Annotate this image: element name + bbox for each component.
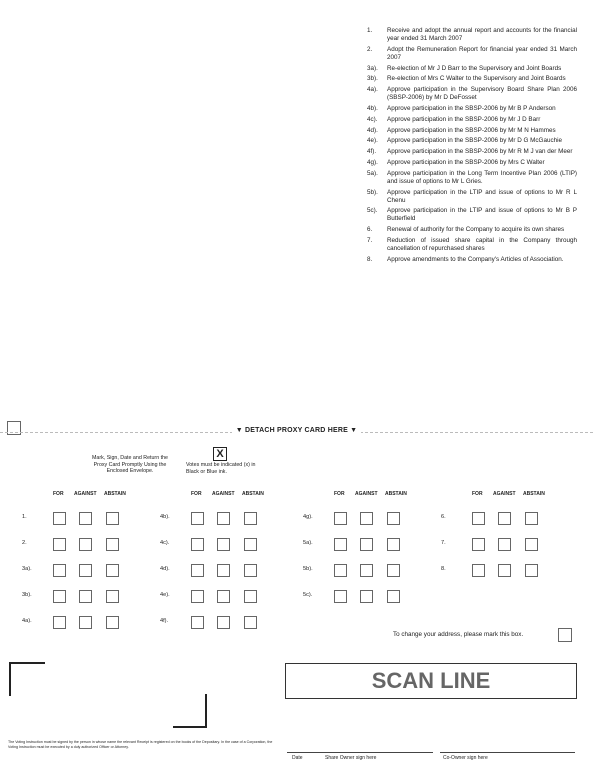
vote-checkbox-for[interactable] bbox=[53, 512, 66, 525]
votes-instruction: Votes must be indicated (x) in Black or Blue ink. bbox=[186, 462, 256, 475]
vote-checkbox-abstain[interactable] bbox=[106, 590, 119, 603]
resolution-text: Approve participation in the SBSP-2006 by Mrs C Walter bbox=[387, 158, 545, 166]
vote-checkbox-against[interactable] bbox=[79, 512, 92, 525]
vote-checkbox-against[interactable] bbox=[498, 538, 511, 551]
resolution-text: Approve participation in the Long Term Incentive Plan 2006 (LTIP) and issue of options to Mr L Gries. bbox=[387, 169, 577, 185]
vote-checkbox-for[interactable] bbox=[334, 512, 347, 525]
resolution-text: Approve amendments to the Company's Articles of Association. bbox=[387, 255, 564, 263]
vote-checkbox-for[interactable] bbox=[53, 564, 66, 577]
resolution-number: 4c). bbox=[367, 115, 378, 123]
resolution-number: 7. bbox=[367, 236, 373, 244]
vote-row-label: 5b). bbox=[303, 566, 313, 572]
resolution-item bbox=[367, 189, 577, 205]
date-label: Date bbox=[292, 755, 303, 761]
column-header-for: FOR bbox=[472, 491, 483, 497]
resolution-text: Approve participation in the LTIP and issue of options to Mr B P Butterfield bbox=[387, 207, 577, 223]
resolution-item bbox=[367, 46, 577, 62]
vote-checkbox-abstain[interactable] bbox=[525, 512, 538, 525]
column-header-against: AGAINST bbox=[355, 491, 378, 497]
resolutions-list bbox=[367, 27, 577, 267]
resolution-item bbox=[367, 226, 577, 234]
vote-checkbox-against[interactable] bbox=[498, 564, 511, 577]
column-header-for: FOR bbox=[53, 491, 64, 497]
resolution-item bbox=[367, 137, 577, 145]
co-owner-sign-label: Co-Owner sign here bbox=[443, 755, 488, 761]
vote-row-label: 6. bbox=[441, 514, 446, 520]
resolution-number: 4d). bbox=[367, 126, 378, 134]
column-header-against: AGAINST bbox=[493, 491, 516, 497]
resolution-number: 4g). bbox=[367, 158, 378, 166]
resolution-number: 5b). bbox=[367, 188, 378, 196]
vote-checkbox-abstain[interactable] bbox=[244, 538, 257, 551]
vote-checkbox-for[interactable] bbox=[53, 616, 66, 629]
vote-checkbox-for[interactable] bbox=[334, 590, 347, 603]
resolution-text: Approve participation in the Supervisory Board Share Plan 2006 (SBSP-2006) by Mr D DeFosset bbox=[387, 86, 577, 102]
resolution-item bbox=[367, 170, 577, 186]
resolution-item bbox=[367, 207, 577, 223]
resolution-text: Approve participation in the LTIP and issue of options to Mr R L Chenu bbox=[387, 188, 577, 204]
resolution-text: Approve participation in the SBSP-2006 by Mr B P Anderson bbox=[387, 104, 556, 112]
resolution-item bbox=[367, 27, 577, 43]
co-owner-signature-line[interactable] bbox=[440, 752, 575, 753]
registration-corner-top-left bbox=[9, 662, 45, 696]
resolution-text: Renewal of authority for the Company to acquire its own shares bbox=[387, 226, 565, 234]
vote-checkbox-against[interactable] bbox=[360, 512, 373, 525]
vote-checkbox-abstain[interactable] bbox=[525, 564, 538, 577]
resolution-number: 3b). bbox=[367, 75, 378, 83]
vote-checkbox-abstain[interactable] bbox=[244, 616, 257, 629]
vote-row-label: 4f). bbox=[160, 618, 169, 624]
column-header-for: FOR bbox=[191, 491, 202, 497]
vote-checkbox-abstain[interactable] bbox=[387, 590, 400, 603]
vote-checkbox-against[interactable] bbox=[217, 512, 230, 525]
resolution-item bbox=[367, 148, 577, 156]
vote-checkbox-abstain[interactable] bbox=[387, 512, 400, 525]
vote-checkbox-for[interactable] bbox=[53, 538, 66, 551]
vote-checkbox-against[interactable] bbox=[217, 616, 230, 629]
resolution-number: 2. bbox=[367, 45, 373, 53]
resolution-text: Reduction of issued share capital in the Company through cancellation of repurchased shares bbox=[387, 236, 577, 252]
column-header-against: AGAINST bbox=[212, 491, 235, 497]
resolution-number: 4a). bbox=[367, 86, 378, 94]
vote-checkbox-for[interactable] bbox=[334, 538, 347, 551]
resolution-number: 6. bbox=[367, 226, 373, 234]
resolution-number: 4e). bbox=[367, 137, 378, 145]
vote-checkbox-abstain[interactable] bbox=[244, 512, 257, 525]
resolution-item bbox=[367, 86, 577, 102]
vote-checkbox-for[interactable] bbox=[334, 564, 347, 577]
vote-checkbox-abstain[interactable] bbox=[106, 564, 119, 577]
vote-checkbox-abstain[interactable] bbox=[106, 616, 119, 629]
vote-checkbox-abstain[interactable] bbox=[106, 538, 119, 551]
resolution-text: Approve participation in the SBSP-2006 by Mr D G McGauchie bbox=[387, 137, 562, 145]
vote-checkbox-against[interactable] bbox=[217, 538, 230, 551]
vote-checkbox-for[interactable] bbox=[191, 512, 204, 525]
vote-checkbox-for[interactable] bbox=[472, 564, 485, 577]
column-header-against: AGAINST bbox=[74, 491, 97, 497]
resolution-item bbox=[367, 127, 577, 135]
resolution-item bbox=[367, 105, 577, 113]
vote-row-label: 5a). bbox=[303, 540, 313, 546]
resolution-number: 1. bbox=[367, 27, 373, 34]
vote-row-label: 8. bbox=[441, 566, 446, 572]
resolution-number: 3a). bbox=[367, 64, 378, 72]
column-header-abstain: ABSTAIN bbox=[242, 491, 264, 497]
resolution-number: 4b). bbox=[367, 104, 378, 112]
detach-text: ▼ DETACH PROXY CARD HERE ▼ bbox=[232, 427, 361, 434]
vote-row-label: 2. bbox=[22, 540, 27, 546]
vote-checkbox-abstain[interactable] bbox=[525, 538, 538, 551]
owner-signature-line[interactable] bbox=[287, 752, 433, 753]
resolution-number: 4f). bbox=[367, 148, 377, 156]
resolution-number: 8. bbox=[367, 255, 373, 263]
vote-checkbox-for[interactable] bbox=[191, 564, 204, 577]
registration-corner-bottom-right bbox=[173, 694, 207, 728]
resolution-item bbox=[367, 65, 577, 73]
vote-checkbox-abstain[interactable] bbox=[244, 590, 257, 603]
vote-checkbox-against[interactable] bbox=[360, 590, 373, 603]
resolution-text: Re-election of Mr J D Barr to the Supervisory and Joint Boards bbox=[387, 64, 562, 72]
vote-row-label: 4a). bbox=[22, 618, 32, 624]
vote-row-label: 4g). bbox=[303, 514, 313, 520]
vote-row-label: 1. bbox=[22, 514, 27, 520]
vote-checkbox-abstain[interactable] bbox=[387, 564, 400, 577]
column-header-abstain: ABSTAIN bbox=[523, 491, 545, 497]
column-header-abstain: ABSTAIN bbox=[104, 491, 126, 497]
vote-row-label: 3b). bbox=[22, 592, 32, 598]
resolution-item bbox=[367, 159, 577, 167]
vote-checkbox-against[interactable] bbox=[79, 564, 92, 577]
vote-row-label: 4c). bbox=[160, 540, 170, 546]
resolution-text: Receive and adopt the annual report and accounts for the financial year ended 31 March 2007 bbox=[387, 27, 577, 42]
resolution-text: Re-election of Mrs C Walter to the Supervisory and Joint Boards bbox=[387, 75, 566, 83]
vote-checkbox-against[interactable] bbox=[217, 564, 230, 577]
vote-checkbox-against[interactable] bbox=[79, 590, 92, 603]
vote-checkbox-abstain[interactable] bbox=[244, 564, 257, 577]
resolution-item bbox=[367, 116, 577, 124]
vote-checkbox-for[interactable] bbox=[191, 616, 204, 629]
vote-checkbox-abstain[interactable] bbox=[106, 512, 119, 525]
vote-checkbox-against[interactable] bbox=[360, 564, 373, 577]
vote-row-label: 5c). bbox=[303, 592, 313, 598]
vote-checkbox-for[interactable] bbox=[53, 590, 66, 603]
column-header-abstain: ABSTAIN bbox=[385, 491, 407, 497]
detach-label bbox=[0, 427, 593, 434]
vote-row-label: 4d). bbox=[160, 566, 170, 572]
resolution-text: Adopt the Remuneration Report for financial year ended 31 March 2007 bbox=[387, 45, 577, 61]
fine-print: The Voting Instruction must be signed by the person in whose name the relevant Receipt is registered on the books of the Depositary. In the case of a Corporation, the Voting Instruction must be executed by a duly authorized Officer or Attorney. bbox=[8, 740, 273, 749]
address-change-label: To change your address, please mark this box. bbox=[393, 631, 524, 638]
x-mark-icon: X bbox=[213, 447, 227, 461]
vote-checkbox-against[interactable] bbox=[217, 590, 230, 603]
resolution-text: Approve participation in the SBSP-2006 by Mr M N Hammes bbox=[387, 126, 556, 134]
resolution-item bbox=[367, 75, 577, 83]
resolution-item bbox=[367, 237, 577, 253]
vote-checkbox-for[interactable] bbox=[191, 538, 204, 551]
vote-checkbox-for[interactable] bbox=[191, 590, 204, 603]
vote-checkbox-against[interactable] bbox=[79, 538, 92, 551]
vote-row-label: 3a). bbox=[22, 566, 32, 572]
vote-checkbox-for[interactable] bbox=[472, 538, 485, 551]
resolution-item bbox=[367, 256, 577, 264]
resolution-number: 5c). bbox=[367, 207, 378, 215]
address-change-checkbox[interactable] bbox=[558, 628, 572, 642]
vote-checkbox-for[interactable] bbox=[472, 512, 485, 525]
scan-line-box: SCAN LINE bbox=[285, 663, 577, 699]
resolution-number: 5a). bbox=[367, 169, 378, 177]
mark-sign-instruction: Mark, Sign, Date and Return the Proxy Card Promptly Using the Enclosed Envelope. bbox=[92, 455, 168, 475]
vote-row-label: 4e). bbox=[160, 592, 170, 598]
resolution-text: Approve participation in the SBSP-2006 by Mr R M J van der Meer bbox=[387, 148, 573, 156]
vote-row-label: 4b). bbox=[160, 514, 170, 520]
column-header-for: FOR bbox=[334, 491, 345, 497]
owner-sign-label: Share Owner sign here bbox=[325, 755, 377, 761]
vote-row-label: 7. bbox=[441, 540, 446, 546]
vote-checkbox-abstain[interactable] bbox=[387, 538, 400, 551]
resolution-text: Approve participation in the SBSP-2006 by Mr J D Barr bbox=[387, 115, 541, 123]
vote-checkbox-against[interactable] bbox=[79, 616, 92, 629]
vote-checkbox-against[interactable] bbox=[360, 538, 373, 551]
vote-checkbox-against[interactable] bbox=[498, 512, 511, 525]
